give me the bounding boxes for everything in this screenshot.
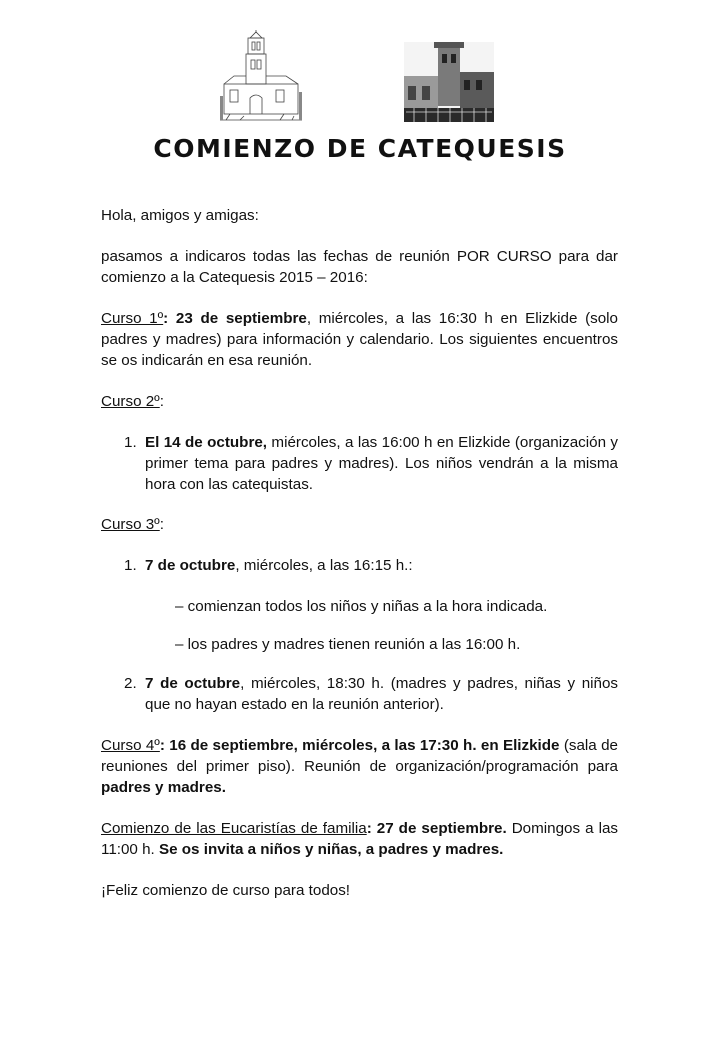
curso3-item-2-date: 7 de octubre bbox=[145, 675, 241, 692]
eucaristias-label: Comienzo de las Eucaristías de familia bbox=[101, 820, 367, 837]
curso4-bold-1: 16 de septiembre, miércoles, a las 17:30 h. en Elizkide bbox=[169, 737, 560, 754]
curso2-colon: : bbox=[159, 393, 164, 410]
curso2-label: Curso 2º bbox=[101, 393, 160, 410]
curso4-paragraph bbox=[101, 735, 618, 798]
curso1-date: 23 de septiembre bbox=[175, 310, 307, 327]
curso2-item-1-date: El 14 de octubre, bbox=[145, 434, 268, 451]
curso2-item-1 bbox=[101, 432, 618, 495]
curso3-label: Curso 3º bbox=[101, 516, 160, 533]
curso3-item-2-text: , miércoles, 18:30 h. (madres y padres, niñas y niños que no hayan estado en la reunión anterior). bbox=[145, 675, 618, 713]
eucaristias-paragraph bbox=[101, 818, 618, 860]
curso2-item-1-text: miércoles, a las 16:00 h en Elizkide (organización y primer tema para padres y madres). Los niños vendrán a la misma hora con las catequistas. bbox=[145, 434, 618, 493]
curso1-text: , miércoles, a las 16:30 h en Elizkide (solo padres y madres) para información y calendario. Los siguientes encuentros se os indicarán en esa reunión. bbox=[101, 310, 618, 369]
eucaristias-bold-1: : 27 de septiembre. bbox=[366, 820, 507, 837]
church-photo-image bbox=[404, 42, 494, 122]
closing-line: ¡Feliz comienzo de curso para todos! bbox=[101, 882, 351, 899]
curso4-colon: : bbox=[159, 737, 170, 754]
greeting: Hola, amigos y amigas: bbox=[101, 207, 259, 224]
church-sketch-image bbox=[220, 30, 302, 130]
list-number: 2. bbox=[124, 675, 137, 692]
curso1-colon: : bbox=[163, 310, 176, 327]
curso3-item-1 bbox=[101, 555, 618, 576]
curso3-dash-1: – comienzan todos los niños y niñas a la hora indicada. bbox=[175, 598, 548, 615]
curso3-item-2 bbox=[101, 673, 618, 715]
curso2-heading bbox=[101, 391, 618, 412]
curso1-paragraph bbox=[101, 308, 618, 371]
page-title: COMIENZO DE CATEQUESIS bbox=[153, 134, 567, 163]
intro-paragraph: pasamos a indicaros todas las fechas de reunión POR CURSO para dar comienzo a la Catequesis 2015 – 2016: bbox=[101, 248, 618, 286]
list-number: 1. bbox=[124, 434, 137, 451]
curso3-item-1-text: , miércoles, a las 16:15 h.: bbox=[235, 557, 413, 574]
curso3-dash-2: – los padres y madres tienen reunión a las 16:00 h. bbox=[175, 636, 521, 653]
curso3-colon: : bbox=[159, 516, 164, 533]
curso4-text: (sala de reuniones del primer piso). Reunión de organización/programación para bbox=[101, 737, 618, 775]
curso4-label: Curso 4º bbox=[101, 737, 160, 754]
curso3-item-1-date: 7 de octubre bbox=[145, 557, 236, 574]
curso4-bold-2: padres y madres. bbox=[101, 779, 226, 796]
eucaristias-bold-2: Se os invita a niños y niñas, a padres y madres. bbox=[158, 841, 504, 858]
eucaristias-text: Domingos a las 11:00 h. bbox=[101, 820, 618, 858]
list-number: 1. bbox=[124, 557, 137, 574]
curso3-heading bbox=[101, 514, 618, 535]
curso1-label: Curso 1º bbox=[101, 310, 164, 327]
document-body bbox=[101, 205, 618, 901]
